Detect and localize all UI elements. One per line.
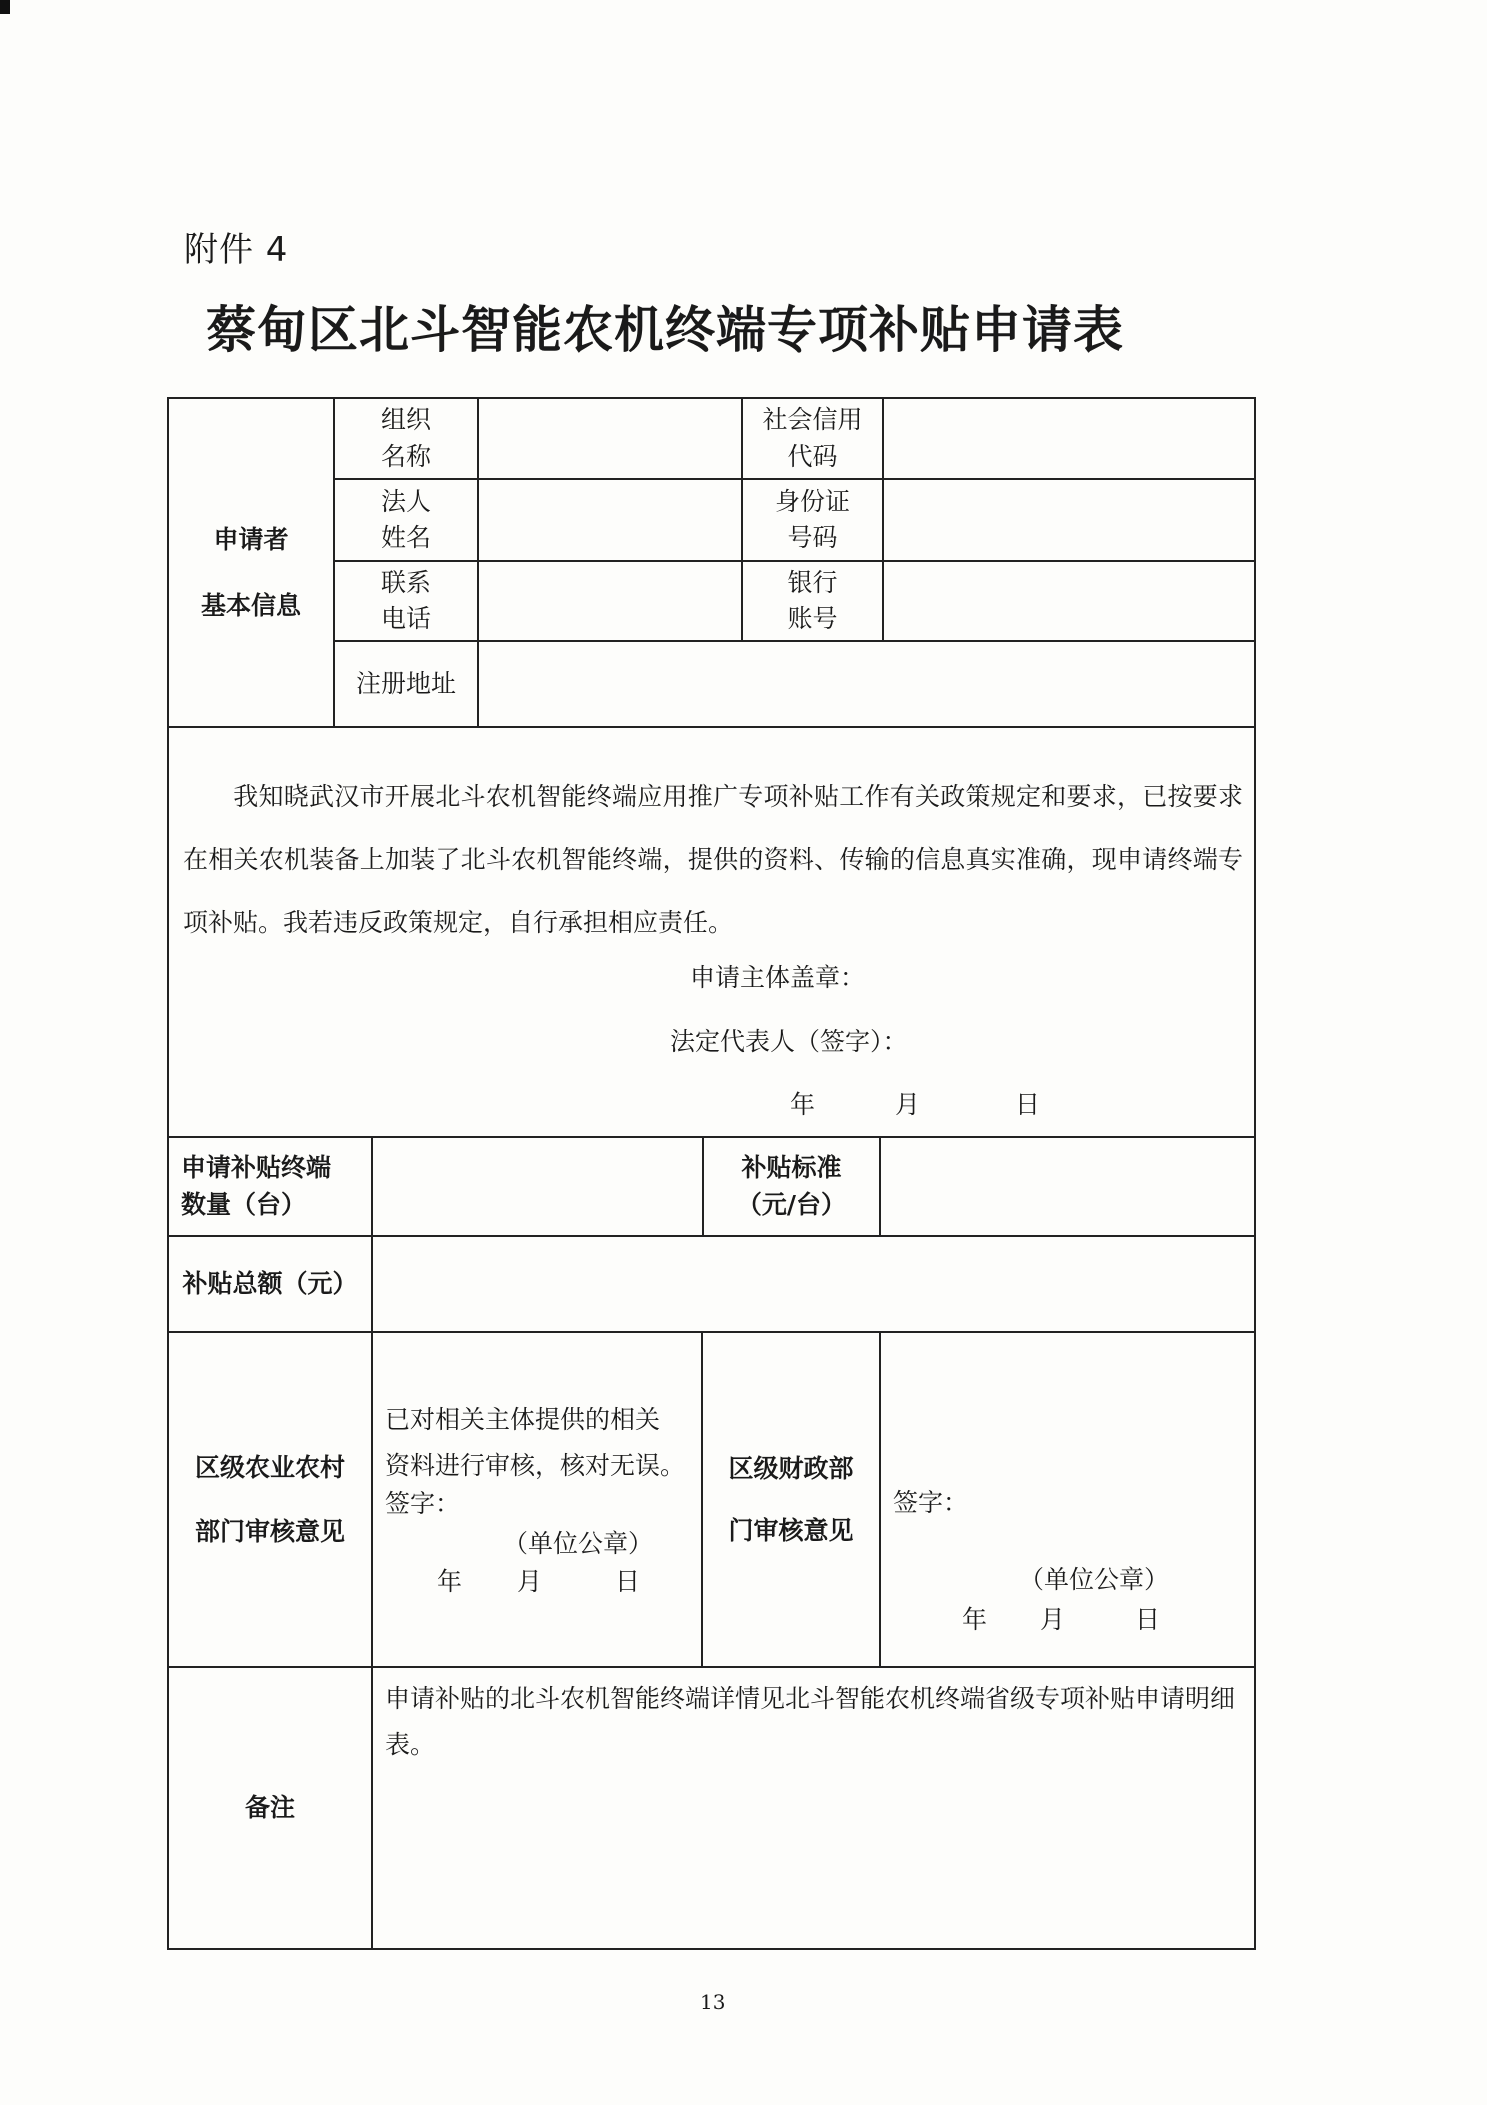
- finance-review-label-line1: 区级财政部: [728, 1453, 854, 1483]
- agri-review-text-line1: 已对相关主体提供的相关: [385, 1405, 661, 1434]
- agri-review-label-line2: 部门审核意见: [194, 1516, 345, 1546]
- declaration-text: [183, 765, 1243, 954]
- terminal-count-field[interactable]: [373, 1138, 702, 1235]
- legal-person-label: [335, 480, 477, 560]
- legal-rep-signature-label: 法定代表人（签字）：: [670, 1027, 908, 1056]
- rule: [879, 1331, 881, 1666]
- credit-code-field[interactable]: [884, 399, 1254, 478]
- org-name-label: [335, 399, 477, 478]
- subsidy-standard-label: [704, 1138, 879, 1235]
- finance-review-label-line2: 门审核意见: [728, 1515, 854, 1545]
- finance-review-sign: 签字：: [893, 1488, 969, 1517]
- agri-review-seal: （单位公章）: [503, 1529, 654, 1558]
- legal-person-field[interactable]: [479, 480, 741, 560]
- finance-review-label: [703, 1333, 879, 1666]
- bank-account-field[interactable]: [884, 562, 1254, 640]
- id-number-label-line2: 号码: [787, 523, 838, 552]
- agri-review-sign: 签字：: [385, 1489, 461, 1518]
- bank-account-label: [743, 562, 882, 640]
- finance-review-month: 月: [1040, 1605, 1066, 1634]
- phone-label-line1: 联系: [380, 567, 431, 597]
- subsidy-total-label: 补贴总额（元）: [182, 1268, 358, 1298]
- legal-person-label-line2: 姓名: [380, 523, 431, 552]
- applicant-label-line1: 申请者: [213, 524, 289, 554]
- bank-label-line1: 银行: [787, 567, 838, 597]
- terminal-count-label-line1: 申请补贴终端: [181, 1153, 332, 1183]
- legal-person-label-line1: 法人: [380, 486, 431, 516]
- agri-review-text-line2: 资料进行审核，核对无误。: [385, 1451, 686, 1480]
- remarks-text: 申请补贴的北斗农机智能终端详情见北斗智能农机终端省级专项补贴申请明细表。: [385, 1684, 1236, 1759]
- phone-label: [335, 562, 477, 640]
- id-number-field[interactable]: [884, 480, 1254, 560]
- terminal-count-label-line2: 数量（台）: [181, 1189, 307, 1219]
- declaration-month: 月: [895, 1090, 921, 1119]
- subsidy-standard-field[interactable]: [881, 1138, 1254, 1235]
- credit-code-label-line1: 社会信用: [762, 405, 863, 435]
- address-field[interactable]: [479, 642, 1254, 726]
- seal-label: 申请主体盖章：: [690, 963, 866, 992]
- subsidy-standard-label-line1: 补贴标准: [741, 1153, 842, 1183]
- attachment-label: 附件 4: [184, 230, 289, 270]
- address-label: 注册地址: [355, 668, 456, 698]
- declaration-day: 日: [1015, 1090, 1041, 1119]
- finance-review-day: 日: [1135, 1605, 1161, 1634]
- applicant-section-label: [169, 399, 333, 726]
- subsidy-total-field[interactable]: [373, 1237, 1254, 1331]
- agri-review-label: [169, 1333, 371, 1666]
- rule: [167, 726, 1256, 728]
- agri-review-day: 日: [615, 1567, 641, 1596]
- org-name-label-line1: 组织: [380, 405, 431, 435]
- remarks-label: 备注: [244, 1792, 295, 1822]
- corner-mark: [0, 0, 10, 14]
- applicant-label-line2: 基本信息: [200, 590, 301, 620]
- phone-field[interactable]: [479, 562, 741, 640]
- terminal-count-label: [169, 1138, 371, 1235]
- id-number-label-line1: 身份证: [774, 486, 850, 516]
- finance-review-seal: （单位公章）: [1019, 1565, 1170, 1594]
- id-number-label: [743, 480, 882, 560]
- page-number: 13: [700, 1990, 726, 2014]
- page-title: 蔡甸区北斗智能农机终端专项补贴申请表: [206, 301, 1124, 359]
- bank-label-line2: 账号: [787, 604, 838, 633]
- finance-review-year: 年: [962, 1605, 988, 1634]
- org-name-field[interactable]: [479, 399, 741, 478]
- credit-code-label: [743, 399, 882, 478]
- credit-code-label-line2: 代码: [787, 441, 838, 471]
- declaration-body: 我知晓武汉市开展北斗农机智能终端应用推广专项补贴工作有关政策规定和要求，已按要求在相关农机装备上加装了北斗农机智能终端，提供的资料、传输的信息真实准确，现申请终端专项补贴。我若违反政策规定，自行承担相应责任。: [183, 782, 1243, 937]
- declaration-year: 年: [790, 1090, 816, 1119]
- phone-label-line2: 电话: [380, 604, 431, 633]
- org-name-label-line2: 名称: [380, 441, 431, 471]
- subsidy-standard-label-line2: （元/台）: [736, 1189, 847, 1219]
- agri-review-label-line1: 区级农业农村: [194, 1452, 345, 1482]
- agri-review-month: 月: [517, 1567, 543, 1596]
- agri-review-year: 年: [437, 1567, 463, 1596]
